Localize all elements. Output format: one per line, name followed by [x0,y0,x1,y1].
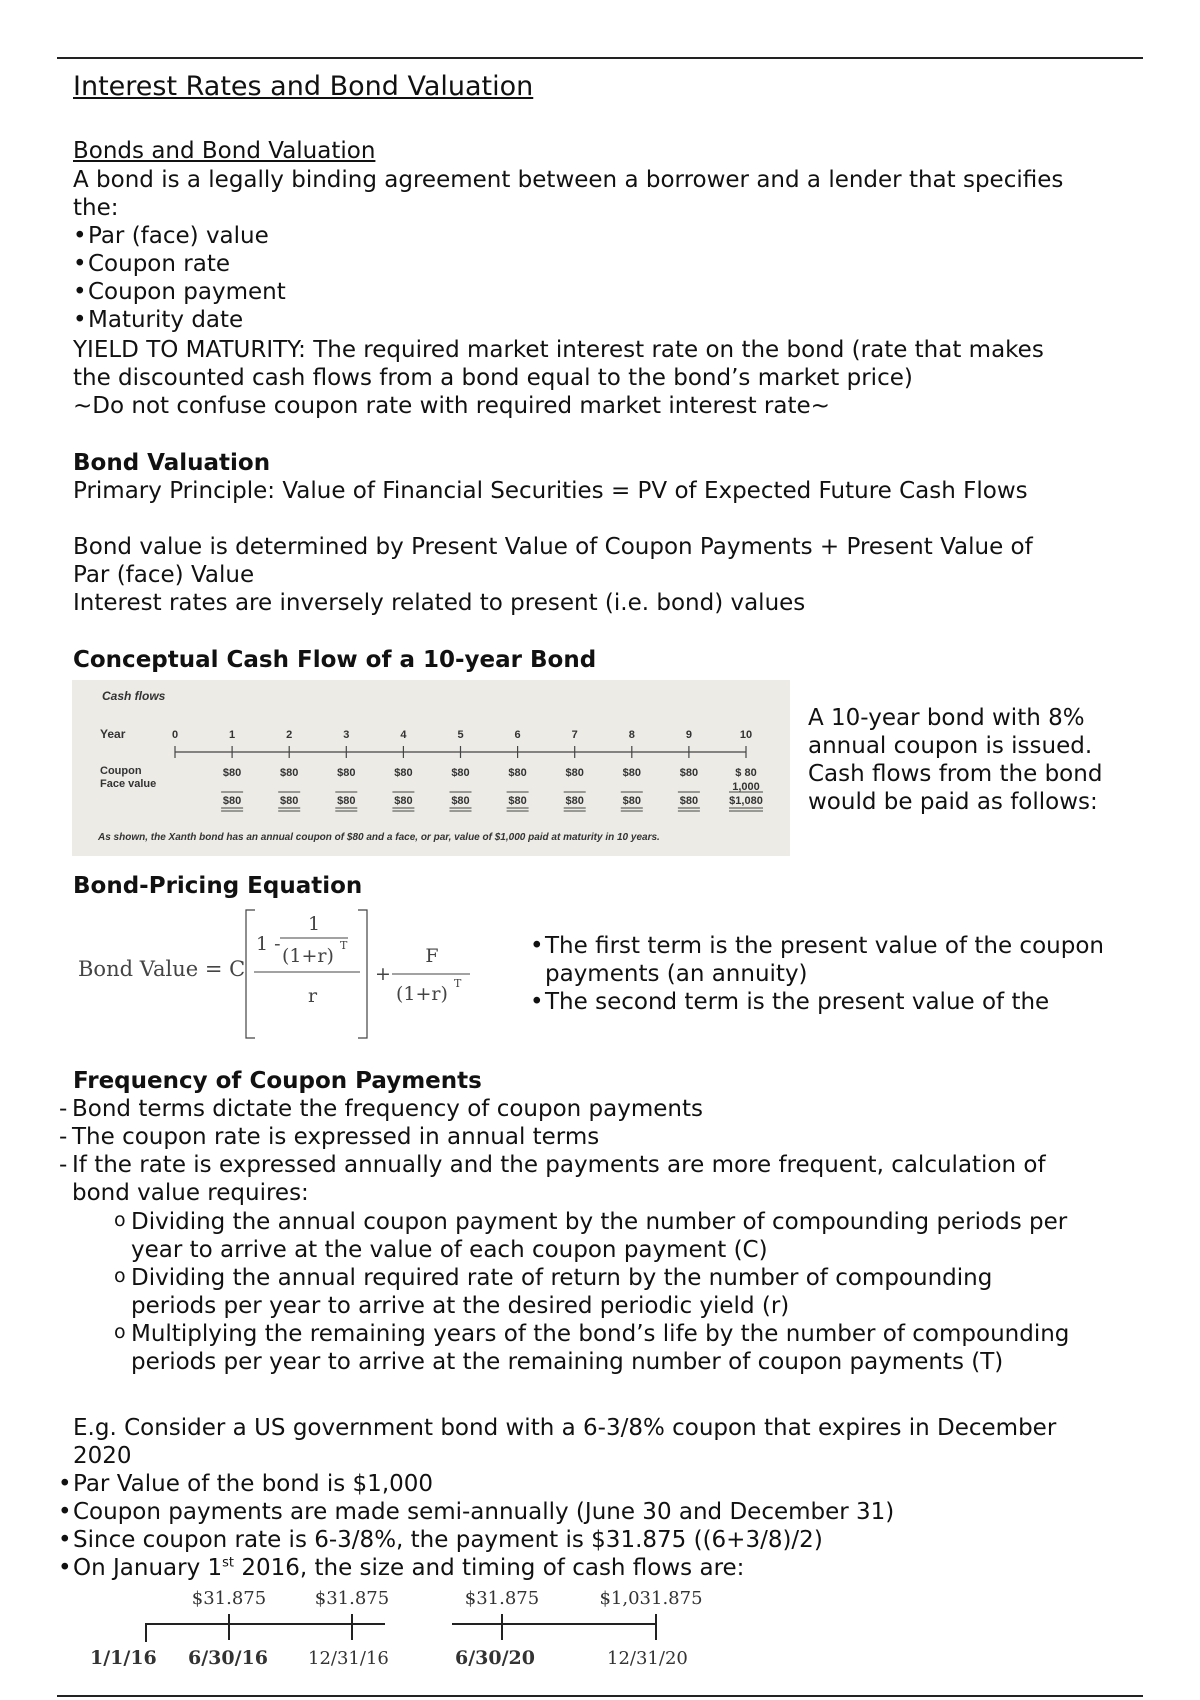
year-tick-label: 9 [685,729,692,741]
list-item: o Dividing the annual coupon payment by the number of compounding periods per year to arrive at the value of each coupon payment (C) [114,1208,1069,1264]
coupon-amount: $80 [679,767,699,779]
coupon-amount: $80 [622,767,641,779]
total-cash-flow: $80 [337,795,356,807]
total-cash-flow: $80 [565,795,584,807]
example-bullets [58,1470,894,1582]
coupon-amount: $80 [337,767,356,779]
year-tick-label: 4 [400,729,407,741]
formula-one-minus: 1 - [256,933,281,955]
formula-F: F [425,945,439,967]
example-line1: E.g. Consider a US government bond with a 6-3/8% coupon that expires in December [73,1415,1057,1441]
year-tick-label: 2 [286,729,293,741]
bonds-heading: Bonds and Bond Valuation [73,138,376,164]
timeline-date: 6/30/20 [455,1647,535,1669]
list-item: • The first term is the present value of the coupon payments (an annuity) [530,932,1150,988]
desc-line: A 10-year bond with 8% [808,705,1085,731]
list-item: - Bond terms dictate the frequency of coupon payments [59,1095,1046,1123]
coupon-label: Coupon [100,765,142,777]
face-value-label: Face value [100,778,157,790]
list-item: • Coupon payment [73,278,286,306]
list-item: • Since coupon rate is 6-3/8%, the payment is $31.875 ((6+3/8)/2) [58,1526,894,1554]
pricing-notes [530,932,1150,1024]
year-tick-label: 1 [229,729,236,741]
formula-one: 1 [307,913,321,935]
coupon-amount: $ 80 [735,767,757,779]
formula-exp-T-2: T [454,977,462,990]
cash-flow-timeline [72,680,790,856]
list-item: o Dividing the annual required rate of return by the number of compounding periods per year to arrive at the desired periodic yield (r) [114,1264,1069,1320]
list-item: - If the rate is expressed annually and the payments are more frequent, calculation of bond value requires: [59,1151,1046,1207]
coupon-amount: $80 [508,767,527,779]
timeline-amount: $31.875 [314,1588,390,1609]
total-cash-flow: $80 [394,795,413,807]
coupon-amount: $80 [394,767,413,779]
year-tick-label: 3 [343,729,350,741]
list-item: • Par Value of the bond is $1,000 [58,1470,894,1498]
list-item: • The second term is the present value of the [530,988,1150,1016]
ytm-line1: YIELD TO MATURITY: The required market interest rate on the bond (rate that makes [73,337,1044,363]
list-item: • Par (face) value [73,222,286,250]
year-label: Year [100,727,126,741]
inverse-relation: Interest rates are inversely related to present (i.e. bond) values [73,590,806,616]
semiannual-timeline [80,1584,800,1672]
formula-one-plus-r: (1+r) [282,945,334,967]
cash-flow-desc [808,704,1102,816]
year-tick-label: 8 [628,729,635,741]
desc-line: Cash flows from the bond [808,761,1103,787]
pricing-heading: Bond-Pricing Equation [73,873,363,899]
coupon-warning: ~Do not confuse coupon rate with required market interest rate~ [73,393,830,419]
coupon-amount: $80 [280,767,299,779]
list-item: o Multiplying the remaining years of the bond’s life by the number of compounding periods per year to arrive at the remaining number of coupon payments (T) [114,1320,1069,1376]
frequency-sublist [114,1208,1069,1376]
formula-r: r [308,985,318,1007]
desc-line: would be paid as follows: [808,789,1098,815]
right-bracket [358,910,367,1038]
bond-intro-line1: A bond is a legally binding agreement between a borrower and a lender that specifies [73,167,1064,193]
bond-value-line1: Bond value is determined by Present Value of Coupon Payments + Present Value of [73,534,1033,560]
timeline-date: 12/31/16 [308,1648,389,1669]
year-tick-label: 7 [571,729,578,741]
formula-plus: + [375,963,391,985]
desc-line: annual coupon is issued. [808,733,1093,759]
total-cash-flow: $80 [222,795,242,807]
year-tick-label: 10 [739,729,753,741]
ytm-line2: the discounted cash flows from a bond equal to the bond’s market price) [73,365,913,391]
top-rule [57,57,1143,59]
bond-pricing-formula [72,902,502,1042]
bond-intro-line2: the: [73,195,119,221]
timeline-amount: $1,031.875 [599,1588,703,1609]
formula-exp-T: T [340,939,348,952]
figure-caption: As shown, the Xanth bond has an annual coupon of $80 and a face, or par, value of $1,000 paid at maturity in 10 years. [98,832,660,843]
page-title: Interest Rates and Bond Valuation [73,71,534,102]
year-tick-label: 5 [457,729,464,741]
formula-lhs: Bond Value = C [78,957,246,981]
year-tick-label: 0 [171,729,179,741]
coupon-amount: $80 [222,767,242,779]
bond-valuation-heading: Bond Valuation [73,450,271,476]
primary-principle: Primary Principle: Value of Financial Securities = PV of Expected Future Cash Flows [73,478,1028,504]
timeline-date: 1/1/16 [90,1647,157,1669]
total-cash-flow: $80 [679,795,699,807]
total-cash-flow: $80 [280,795,299,807]
example-line2: 2020 [73,1443,132,1469]
total-cash-flow: $80 [508,795,527,807]
bond-specs-list [73,222,286,334]
timeline-date: 6/30/16 [188,1647,268,1669]
timeline-amount: $31.875 [191,1588,267,1609]
cash-flows-label: Cash flows [102,689,166,703]
bottom-rule [57,1695,1143,1697]
cash-flow-heading: Conceptual Cash Flow of a 10-year Bond [73,647,597,673]
year-tick-label: 6 [514,729,521,741]
timeline-date: 12/31/20 [607,1648,688,1669]
list-item: • On January 1st 2016, the size and timing of cash flows are: [58,1554,894,1582]
face-value-amount: 1,000 [732,781,760,793]
frequency-list [59,1095,1046,1207]
list-item: • Coupon payments are made semi-annually (June 30 and December 31) [58,1498,894,1526]
total-cash-flow: $80 [451,795,470,807]
list-item: - The coupon rate is expressed in annual terms [59,1123,1046,1151]
list-item: • Coupon rate [73,250,286,278]
frequency-heading: Frequency of Coupon Payments [73,1068,482,1094]
coupon-amount: $80 [451,767,470,779]
total-cash-flow: $1,080 [729,795,763,807]
bond-value-line2: Par (face) Value [73,562,255,588]
total-cash-flow: $80 [622,795,641,807]
list-item: • Maturity date [73,306,286,334]
cash-flow-figure [72,680,790,856]
timeline-amount: $31.875 [464,1588,540,1609]
pricing-bullets [530,932,1150,1016]
formula-one-plus-r-2: (1+r) [396,983,448,1005]
left-bracket [246,910,255,1038]
coupon-amount: $80 [565,767,584,779]
